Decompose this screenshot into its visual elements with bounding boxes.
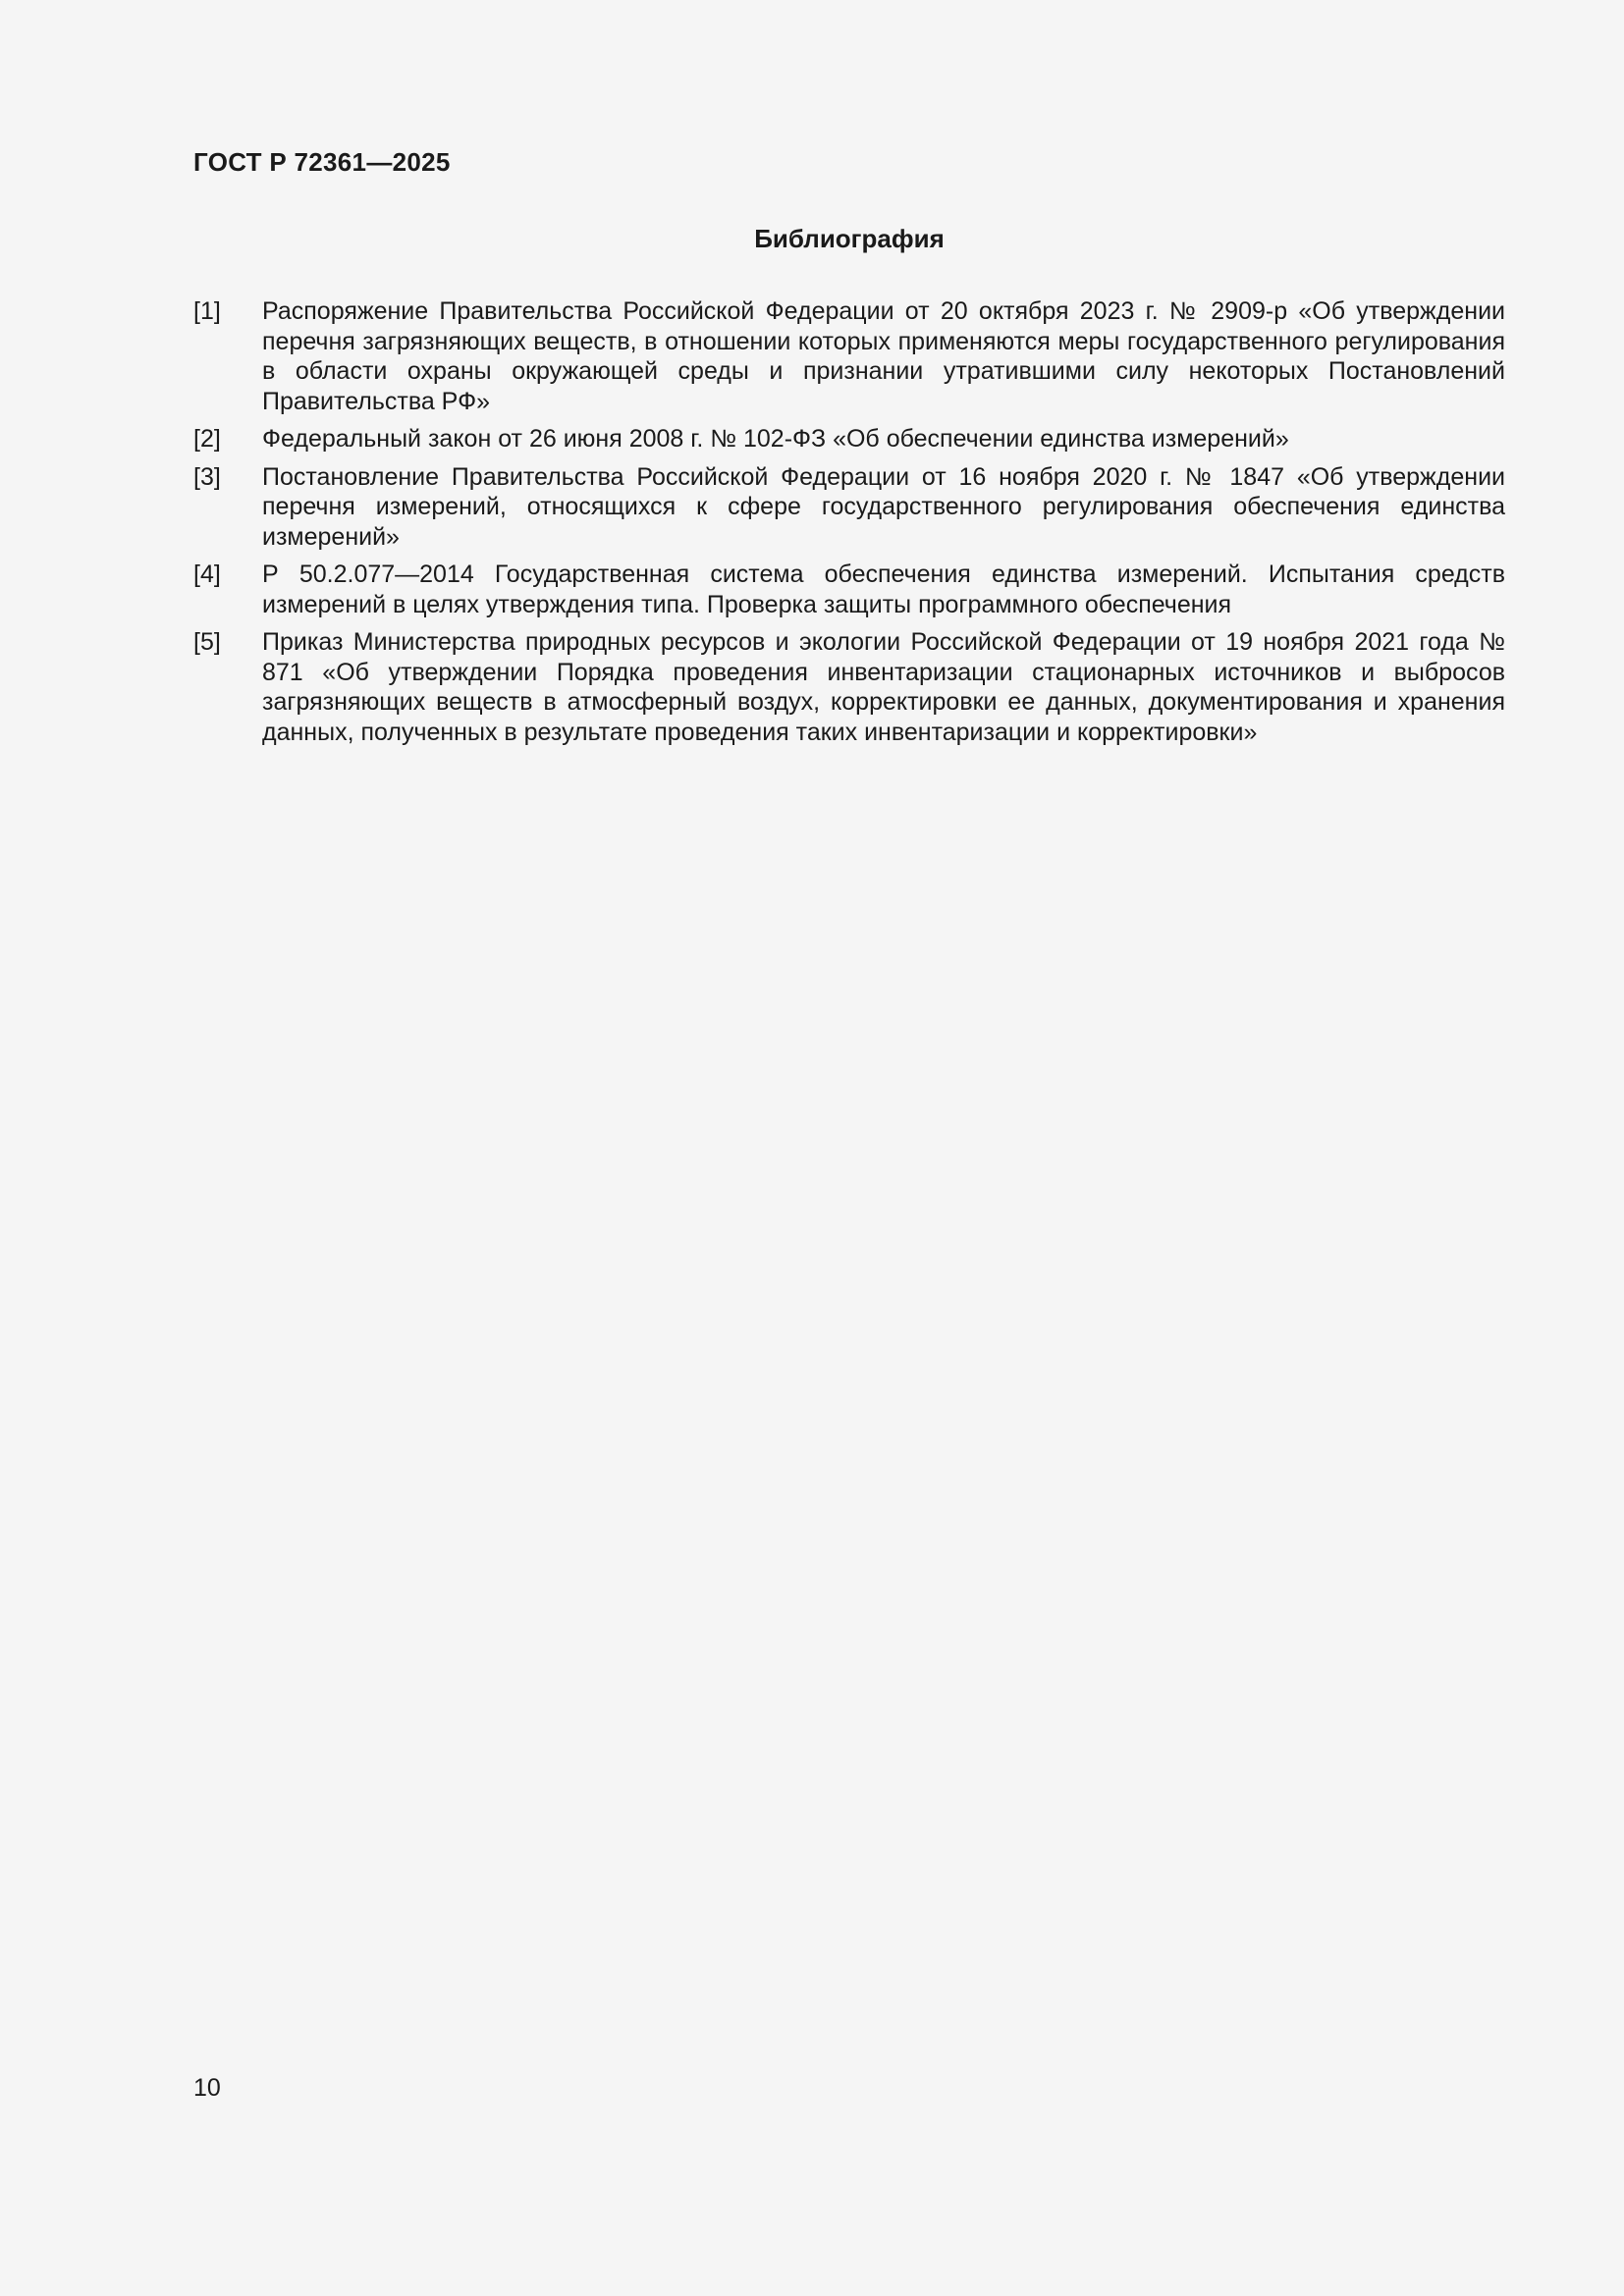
bibliography-item (193, 424, 1505, 454)
bibliography-item-number: [2] (193, 425, 221, 453)
bibliography-item-number: [4] (193, 561, 221, 588)
bibliography-item (193, 560, 1505, 619)
bibliography-item-text: Федеральный закон от 26 июня 2008 г. № 102-ФЗ «Об обеспечении единства измерений» (262, 425, 1289, 453)
bibliography-list (193, 296, 1505, 755)
bibliography-item-text: Р 50.2.077—2014 Государственная система обеспечения единства измерений. Испытания средств измерений в целях утверждения типа. Проверка защиты программного обеспечения (262, 561, 1505, 618)
bibliography-item (193, 296, 1505, 416)
bibliography-item (193, 462, 1505, 553)
page-number: 10 (193, 2074, 221, 2102)
document-header: ГОСТ Р 72361—2025 (193, 147, 451, 177)
bibliography-item (193, 627, 1505, 747)
bibliography-item-number: [5] (193, 628, 221, 656)
bibliography-item-text: Распоряжение Правительства Российской Федерации от 20 октября 2023 г. № 2909-р «Об утверждении перечня загрязняющих веществ, в отношении которых применяются меры государственного регулирования в области охраны окружающей среды и признании утратившими силу некоторых Постановлений Правительства РФ» (262, 297, 1505, 415)
bibliography-item-text: Приказ Министерства природных ресурсов и экологии Российской Федерации от 19 ноября 2021 года № 871 «Об утверждении Порядка проведения инвентаризации стационарных источников и выбросов загрязняющих веществ в атмосферный воздух, корректировки ее данных, документирования и хранения данных, полученных в результате проведения таких инвентаризации и корректировки» (262, 628, 1505, 746)
bibliography-item-number: [3] (193, 462, 221, 491)
section-title: Библиография (754, 224, 945, 253)
bibliography-item-text: Постановление Правительства Российской Федерации от 16 ноября 2020 г. № 1847 «Об утверждении перечня измерений, относящихся к сфере государственного регулирования обеспечения единства измерений» (262, 462, 1505, 551)
bibliography-item-number: [1] (193, 297, 221, 325)
